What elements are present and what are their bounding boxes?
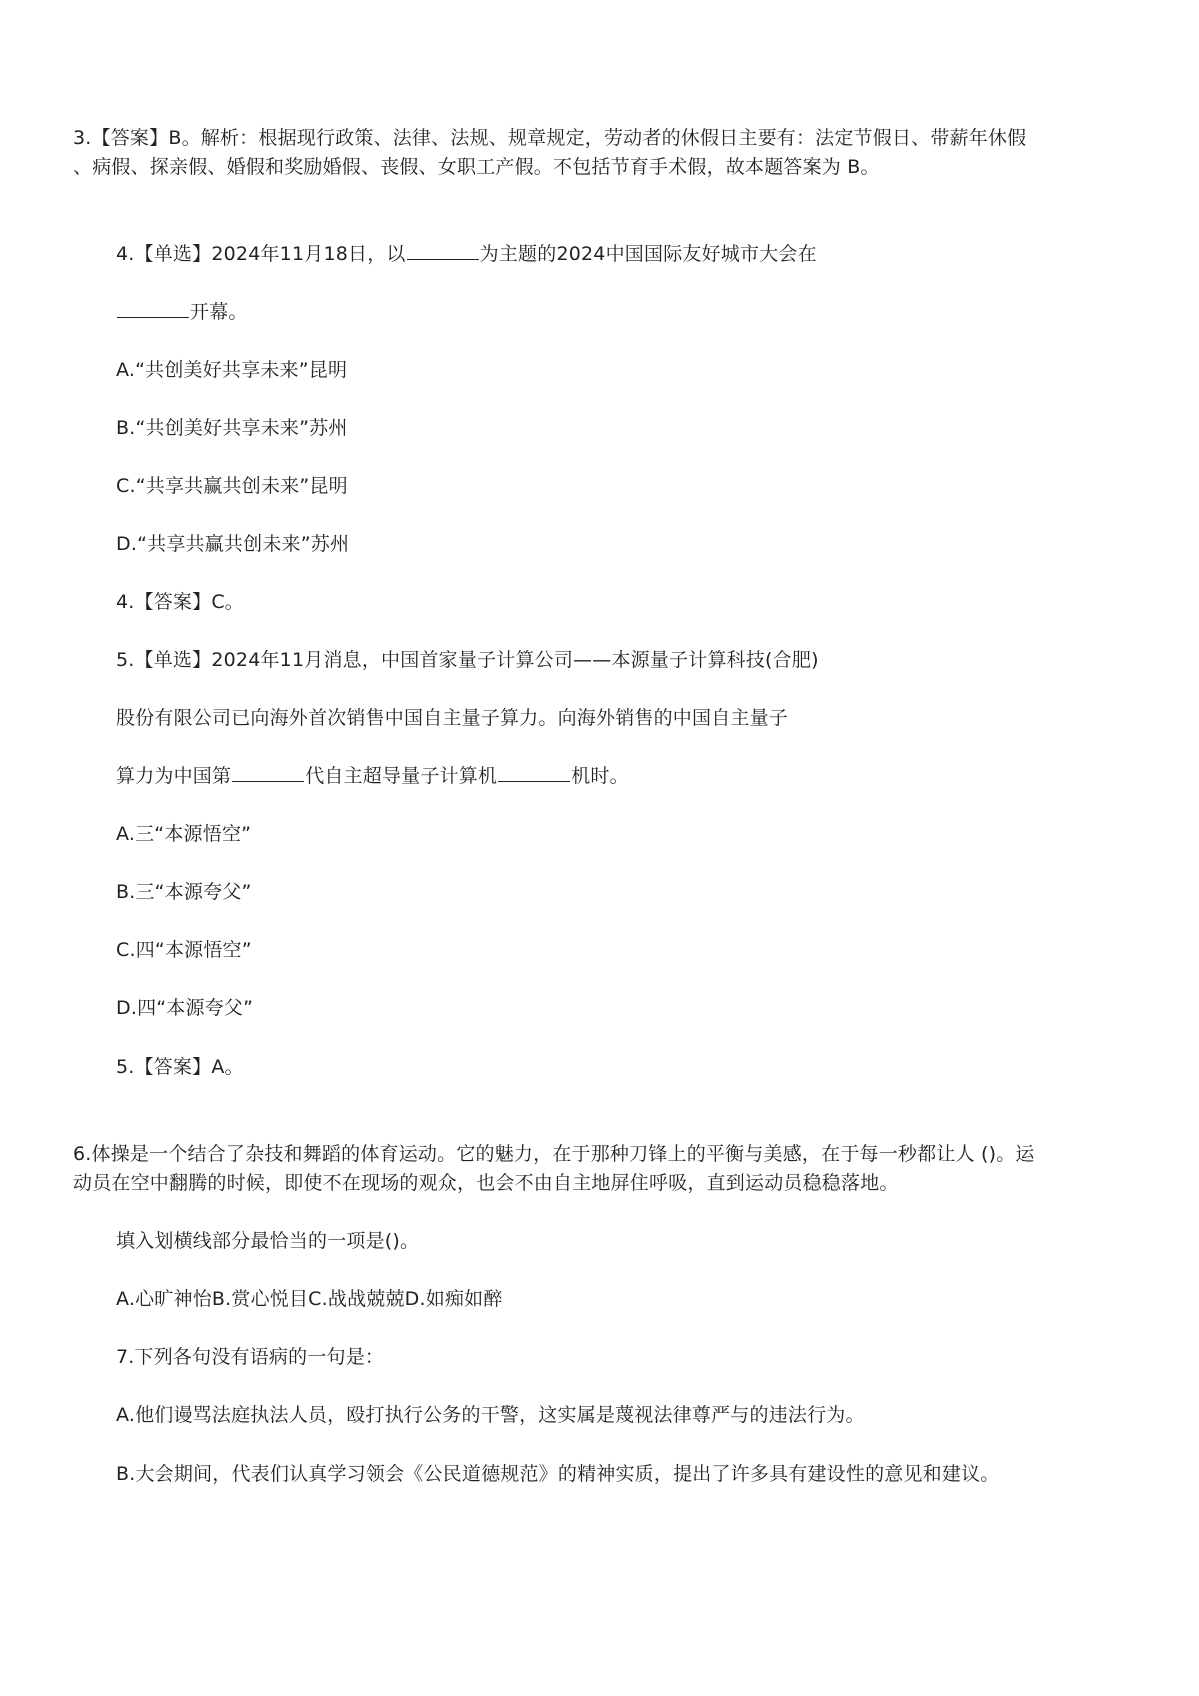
q5-stem-line-3-part-2: 代自主超导量子计算机 bbox=[305, 765, 498, 787]
q5-stem-line-1: 5.【单选】2024年11月消息，中国首家量子计算公司——本源量子计算科技(合肥) bbox=[116, 649, 819, 671]
q5-option-d: D.四“本源夸父” bbox=[116, 997, 254, 1019]
q4-option-d: D.“共享共赢共创未来”苏州 bbox=[116, 533, 350, 555]
q6-options: A.心旷神怡B.赏心悦目C.战战兢兢D.如痴如醉 bbox=[116, 1288, 503, 1310]
q5-option-c: C.四“本源悟空” bbox=[116, 939, 252, 961]
q6-prompt: 填入划横线部分最恰当的一项是()。 bbox=[116, 1230, 420, 1252]
q4-stem-part-2: 为主题的2024中国国际友好城市大会在 bbox=[479, 243, 817, 265]
q5-option-a: A.三“本源悟空” bbox=[116, 823, 252, 845]
q4-stem-line-1 bbox=[116, 240, 817, 268]
q5-stem-line-2: 股份有限公司已向海外首次销售中国自主量子算力。向海外销售的中国自主量子 bbox=[116, 707, 789, 729]
q4-option-c: C.“共享共赢共创未来”昆明 bbox=[116, 475, 348, 497]
q4-option-b: B.“共创美好共享未来”苏州 bbox=[116, 417, 348, 439]
q6-stem-line-2: 动员在空中翻腾的时候，即使不在现场的观众，也会不由自主地屏住呼吸，直到运动员稳稳落地。 bbox=[73, 1172, 899, 1194]
fill-blank bbox=[232, 763, 304, 782]
q5-stem-line-3-part-3: 机时。 bbox=[571, 765, 629, 787]
q6-stem-line-1: 6.体操是一个结合了杂技和舞蹈的体育运动。它的魅力，在于那种刀锋上的平衡与美感，在于每一秒都让人 ()。运 bbox=[73, 1143, 1035, 1165]
q3-answer-line-1: 3.【答案】B。解析：根据现行政策、法律、法规、规章规定，劳动者的休假日主要有：法定节假日、带薪年休假 bbox=[73, 127, 1027, 149]
q3-answer-line-2: 、病假、探亲假、婚假和奖励婚假、丧假、女职工产假。不包括节育手术假，故本题答案为 B。 bbox=[73, 156, 880, 178]
q7-stem: 7.下列各句没有语病的一句是： bbox=[116, 1346, 385, 1368]
q5-stem-line-3-part-1: 算力为中国第 bbox=[116, 765, 232, 787]
q5-option-b: B.三“本源夸父” bbox=[116, 881, 252, 903]
q4-option-a: A.“共创美好共享未来”昆明 bbox=[116, 359, 348, 381]
q4-stem-line-2-text: 开幕。 bbox=[190, 301, 248, 323]
q7-option-a: A.他们谩骂法庭执法人员，殴打执行公务的干警，这实属是蔑视法律尊严与的违法行为。 bbox=[116, 1404, 865, 1426]
fill-blank bbox=[117, 299, 189, 318]
q5-stem-line-3 bbox=[116, 762, 629, 790]
q5-answer: 5.【答案】A。 bbox=[116, 1056, 244, 1078]
fill-blank bbox=[407, 241, 479, 260]
q4-stem-line-2 bbox=[116, 298, 248, 326]
fill-blank bbox=[498, 763, 570, 782]
q7-option-b: B.大会期间，代表们认真学习领会《公民道德规范》的精神实质，提出了许多具有建设性的意见和建议。 bbox=[116, 1463, 1000, 1485]
q4-stem-part-1: 4.【单选】2024年11月18日，以 bbox=[116, 243, 406, 265]
q4-answer: 4.【答案】C。 bbox=[116, 591, 244, 613]
